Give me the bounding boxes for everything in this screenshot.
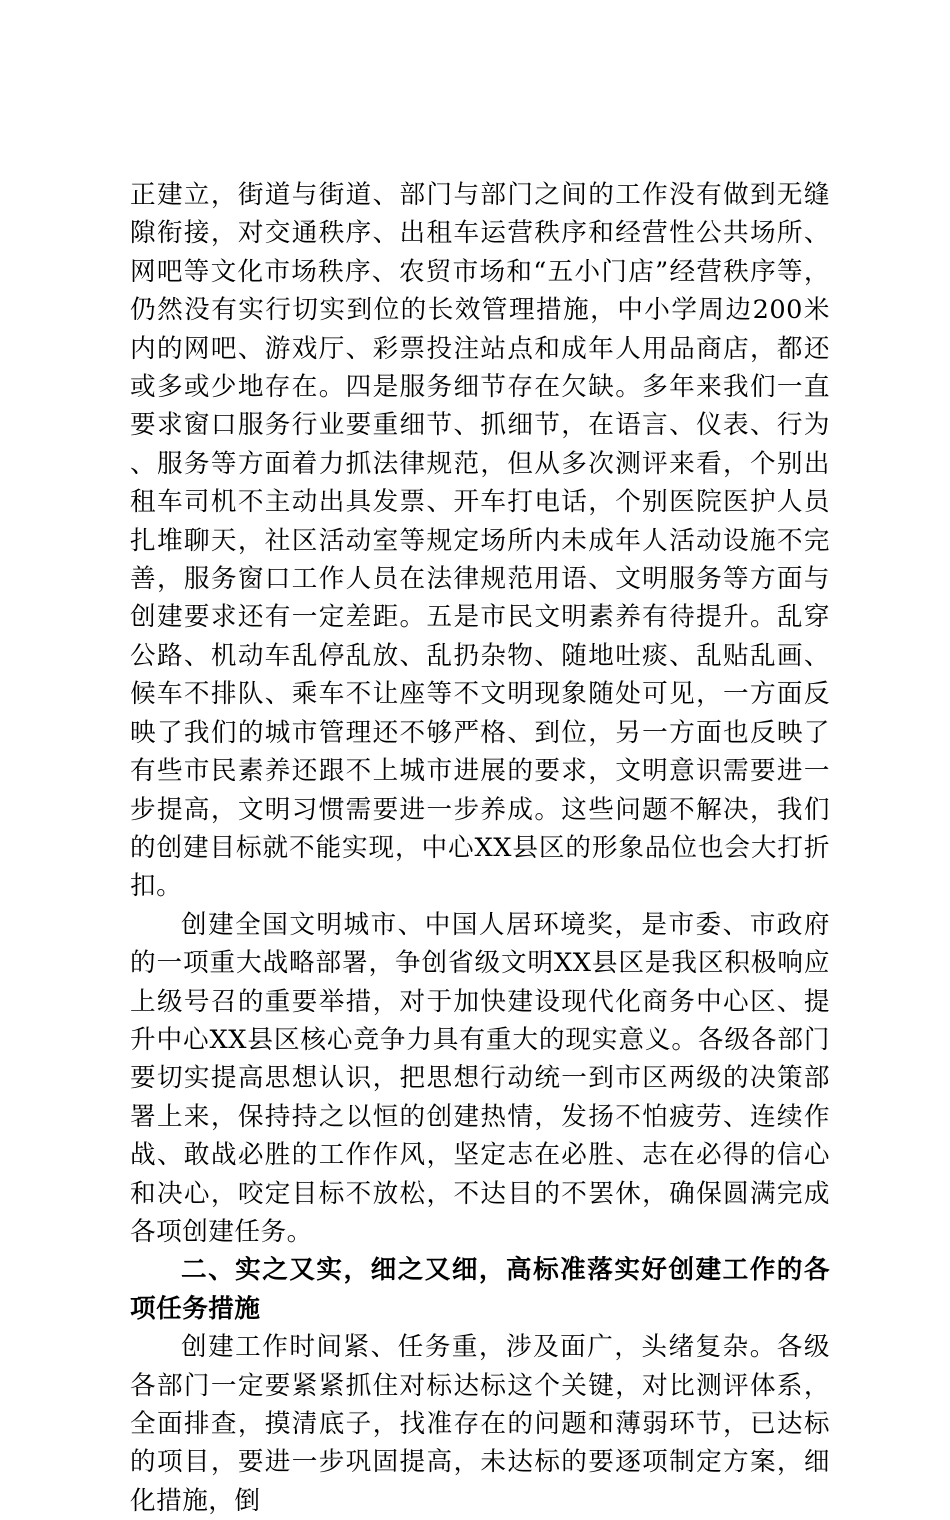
paragraph-importance: 创建全国文明城市、中国人居环境奖，是市委、市政府的一项重大战略部署，争创省级文明XX县区是我区积极响应上级号召的重要举措，对于加快建设现代化商务中心区、提升中心XX县区核心竞争力具有重大的现实意义。各级各部门要切实提高思想认识，把思想行动统一到市区两级的决策部署上来，保持持之以恒的创建热情，发扬不怕疲劳、连续作战、敢战必胜的工作作风，坚定志在必胜、志在必得的信心和决心，咬定目标不放松，不达目的不罢休，确保圆满完成各项创建任务。	[130, 909, 830, 1247]
paragraph-continued: 正建立，街道与街道、部门与部门之间的工作没有做到无缝隙衔接，对交通秩序、出租车运营秩序和经营性公共场所、网吧等文化市场秩序、农贸市场和“五小门店”经营秩序等，仍然没有实行切实到位的长效管理措施，中小学周边200米内的网吧、游戏厅、彩票投注站点和成年人用品商店，都还或多或少地存在。四是服务细节存在欠缺。多年来我们一直要求窗口服务行业要重细节、抓细节，在语言、仪表、行为、服务等方面着力抓法律规范，但从多次测评来看，个别出租车司机不主动出具发票、开车打电话，个别医院医护人员扎堆聊天，社区活动室等规定场所内未成年人活动设施不完善，服务窗口工作人员在法律规范用语、文明服务等方面与创建要求还有一定差距。五是市民文明素养有待提升。乱穿公路、机动车乱停乱放、乱扔杂物、随地吐痰、乱贴乱画、候车不排队、乘车不让座等不文明现象随处可见，一方面反映了我们的城市管理还不够严格、到位，另一方面也反映了有些市民素养还跟不上城市进展的要求，文明意识需要进一步提高，文明习惯需要进一步养成。这些问题不解决，我们的创建目标就不能实现，中心XX县区的形象品位也会大打折扣。	[130, 180, 830, 902]
document-body	[130, 176, 830, 1520]
paragraph-measures: 创建工作时间紧、任务重，涉及面广，头绪复杂。各级各部门一定要紧紧抓住对标达标这个关键，对比测评体系，全面排查，摸清底子，找准存在的问题和薄弱环节，已达标的项目，要进一步巩固提高，未达标的要逐项制定方案，细化措施，倒	[130, 1332, 830, 1516]
section-heading-2: 二、实之又实，细之又细，高标准落实好创建工作的各项任务措施	[130, 1255, 830, 1324]
